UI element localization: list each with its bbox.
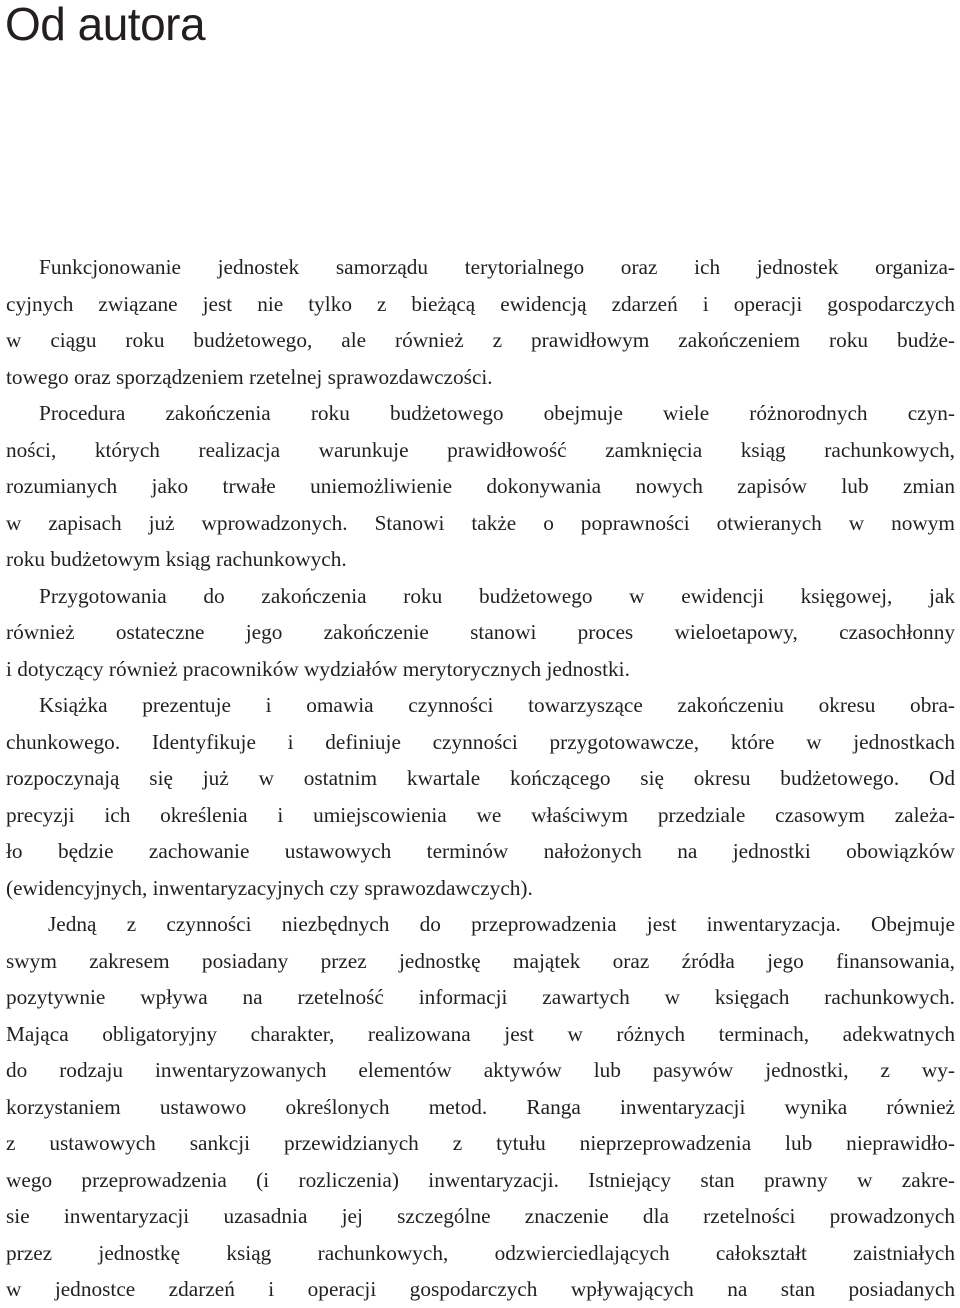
text-line: precyzji ich określenia i umiejscowienia we właściwym przedziale czasowym zależa-	[6, 802, 955, 827]
text-line: również ostateczne jego zakończenie stanowi proces wieloetapowy, czasochłonny	[6, 620, 955, 644]
text-line: roku budżetowym ksiąg rachunkowych.	[6, 547, 347, 571]
text-line: wego przeprowadzenia (i rozliczenia) inwentaryzacji. Istniejący stan prawny w zakre-	[6, 1167, 955, 1192]
text-line: chunkowego. Identyfikuje i definiuje czynności przygotowawcze, które w jednostkach	[6, 729, 955, 754]
text-line: swym zakresem posiadany przez jednostkę majątek oraz źródła jego finansowania,	[6, 948, 955, 973]
text-line: (ewidencyjnych, inwentaryzacyjnych czy sprawozdawczych).	[6, 875, 533, 900]
text-line: sie inwentaryzacji uzasadnia jej szczególne znaczenie dla rzetelności prowadzonych	[6, 1204, 955, 1228]
text-line: i dotyczący również pracowników wydziałów merytorycznych jednostki.	[6, 656, 630, 681]
text-line: Jedną z czynności niezbędnych do przeprowadzenia jest inwentaryzacja. Obejmuje	[48, 912, 955, 936]
text-line: ło będzie zachowanie ustawowych terminów nałożonych na jednostki obowiązków	[6, 839, 955, 863]
text-line: w ciągu roku budżetowego, ale również z prawidłowym zakończeniem roku budże-	[6, 328, 955, 352]
text-line: towego oraz sporządzeniem rzetelnej sprawozdawczości.	[6, 364, 493, 389]
text-line: rozumianych jako trwałe uniemożliwienie dokonywania nowych zapisów lub zmian	[6, 474, 955, 498]
body-text	[6, 249, 955, 1308]
text-line: ności, których realizacja warunkuje prawidłowość zamknięcia ksiąg rachunkowych,	[6, 437, 955, 462]
text-line: przez jednostkę ksiąg rachunkowych, odzwierciedlających całokształt zaistniałych	[6, 1240, 955, 1265]
text-line: w zapisach już wprowadzonych. Stanowi także o poprawności otwieranych w nowym	[6, 510, 955, 535]
text-line: Przygotowania do zakończenia roku budżetowego w ewidencji księgowej, jak	[39, 583, 955, 608]
text-line: rozpoczynają się już w ostatnim kwartale kończącego się okresu budżetowego. Od	[6, 766, 955, 790]
text-line: pozytywnie wpływa na rzetelność informacji zawartych w księgach rachunkowych.	[6, 985, 955, 1009]
text-line: z ustawowych sankcji przewidzianych z tytułu nieprzeprowadzenia lub nieprawidło-	[6, 1131, 955, 1155]
text-line: w jednostce zdarzeń i operacji gospodarczych wpływających na stan posiadanych	[6, 1277, 955, 1301]
page-title: Od autora	[5, 0, 206, 50]
text-line: Funkcjonowanie jednostek samorządu terytorialnego oraz ich jednostek organiza-	[39, 255, 955, 279]
text-line: cyjnych związane jest nie tylko z bieżącą ewidencją zdarzeń i operacji gospodarczych	[6, 291, 955, 316]
text-line: korzystaniem ustawowo określonych metod. Ranga inwentaryzacji wynika również	[6, 1094, 955, 1119]
text-line: Książka prezentuje i omawia czynności towarzyszące zakończeniu okresu obra-	[39, 693, 955, 717]
text-line: Mająca obligatoryjny charakter, realizowana jest w różnych terminach, adekwatnych	[6, 1021, 955, 1046]
text-line: do rodzaju inwentaryzowanych elementów aktywów lub pasywów jednostki, z wy-	[6, 1058, 955, 1082]
text-line: Procedura zakończenia roku budżetowego obejmuje wiele różnorodnych czyn-	[39, 401, 955, 425]
